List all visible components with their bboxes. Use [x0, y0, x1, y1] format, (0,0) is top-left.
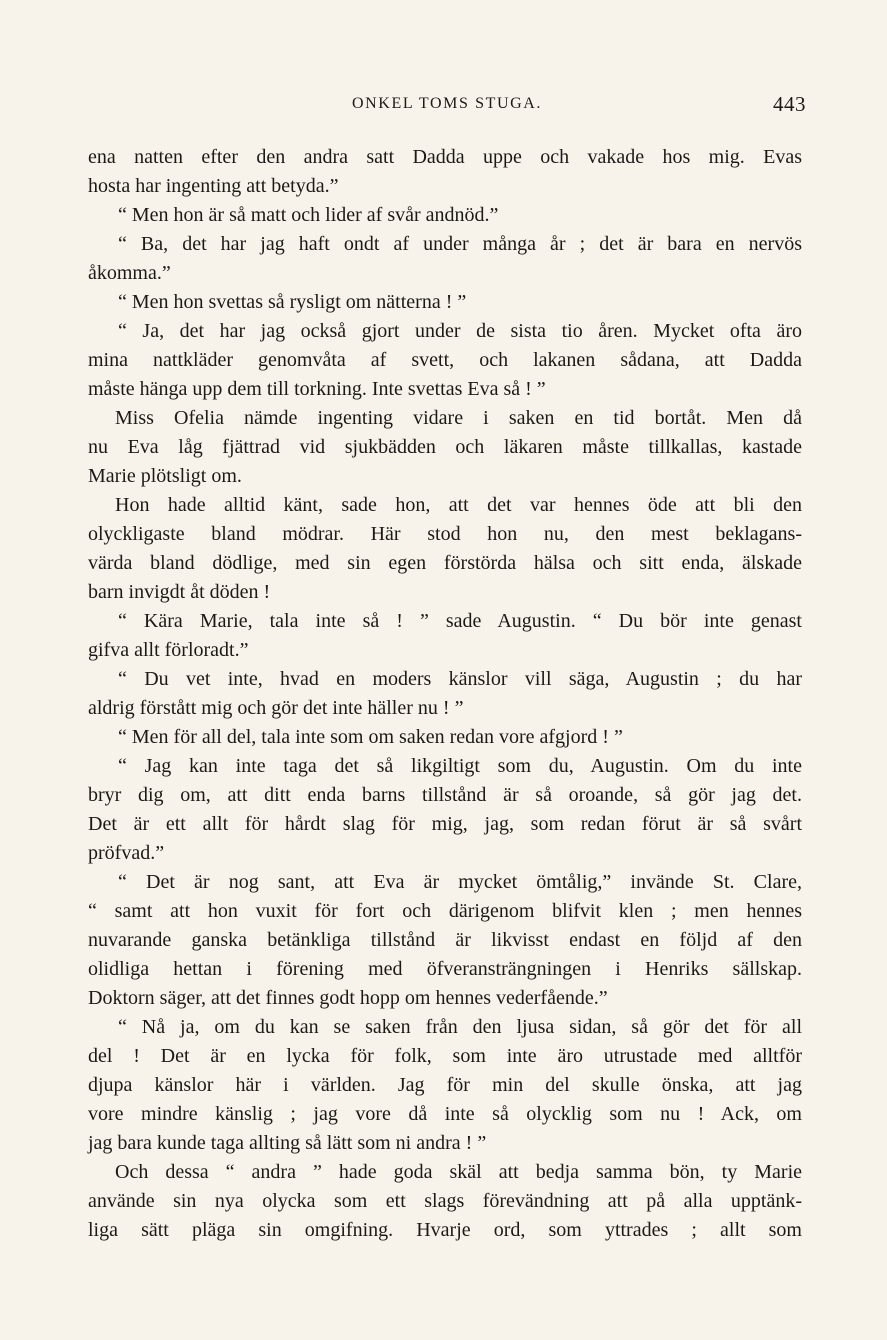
text-line: gifva allt förloradt.”	[88, 639, 249, 661]
text-line: “ Men för all del, tala inte som om saken redan vore afgjord ! ”	[118, 726, 623, 748]
text-line: nuvarande ganska betänkliga tillstånd är likvisst endast en följd af den	[88, 929, 802, 951]
text-line: “ Du vet inte, hvad en moders känslor vill säga, Augustin ; du har	[118, 668, 802, 690]
text-line: olidliga hettan i förening med öfveransträngningen i Henriks sällskap.	[88, 958, 802, 980]
text-line: åkomma.”	[88, 262, 171, 284]
text-line: “ Ja, det har jag också gjort under de sista tio åren. Mycket ofta äro	[118, 320, 802, 342]
text-line: Miss Ofelia nämde ingenting vidare i saken en tid bortåt. Men då	[115, 407, 802, 429]
text-line: djupa känslor här i världen. Jag för min del skulle önska, att jag	[88, 1074, 802, 1096]
text-line: “ samt att hon vuxit för fort och därigenom blifvit klen ; men hennes	[88, 900, 802, 922]
page-number: 443	[773, 92, 806, 116]
text-line: värda bland dödlige, med sin egen förstörda hälsa och sitt enda, älskade	[88, 552, 802, 574]
text-line: vore mindre känslig ; jag vore då inte så olycklig som nu ! Ack, om	[88, 1103, 802, 1125]
text-line: “ Men hon är så matt och lider af svår andnöd.”	[118, 204, 499, 226]
text-line: “ Det är nog sant, att Eva är mycket ömtålig,” invände St. Clare,	[118, 871, 802, 893]
text-line: “ Kära Marie, tala inte så ! ” sade Augustin. “ Du bör inte genast	[118, 610, 802, 632]
text-line: pröfvad.”	[88, 842, 165, 864]
text-line: Och dessa “ andra ” hade goda skäl att bedja samma bön, ty Marie	[115, 1161, 802, 1183]
text-line: aldrig förstått mig och gör det inte häller nu ! ”	[88, 697, 464, 719]
text-line: Marie plötsligt om.	[88, 465, 242, 487]
text-line: Hon hade alltid känt, sade hon, att det var hennes öde att bli den	[115, 494, 802, 516]
text-line: jag bara kunde taga allting så lätt som ni andra ! ”	[88, 1132, 487, 1154]
text-line: “ Jag kan inte taga det så likgiltigt som du, Augustin. Om du inte	[118, 755, 802, 777]
text-line: “ Ba, det har jag haft ondt af under många år ; det är bara en nervös	[118, 233, 802, 255]
text-line: Doktorn säger, att det finnes godt hopp om hennes vederfående.”	[88, 987, 608, 1009]
text-line: nu Eva låg fjättrad vid sjukbädden och läkaren måste tillkallas, kastade	[88, 436, 802, 458]
text-line: liga sätt pläga sin omgifning. Hvarje ord, som yttrades ; allt som	[88, 1219, 802, 1241]
text-line: barn invigdt åt döden !	[88, 581, 271, 603]
text-line: “ Nå ja, om du kan se saken från den ljusa sidan, så gör det för all	[118, 1016, 802, 1038]
text-line: Det är ett allt för hårdt slag för mig, jag, som redan förut är så svårt	[88, 813, 802, 835]
text-line: ena natten efter den andra satt Dadda uppe och vakade hos mig. Evas	[88, 146, 802, 168]
text-line: olyckligaste bland mödrar. Här stod hon nu, den mest beklagans-	[88, 523, 802, 545]
text-line: “ Men hon svettas så rysligt om nätterna ! ”	[118, 291, 467, 313]
running-title: ONKEL TOMS STUGA.	[351, 95, 543, 112]
page-header	[88, 92, 806, 122]
text-line: hosta har ingenting att betyda.”	[88, 175, 339, 197]
text-line: måste hänga upp dem till torkning. Inte svettas Eva så ! ”	[88, 378, 546, 400]
text-line: bryr dig om, att ditt enda barns tillstånd är så oroande, så gör jag det.	[88, 784, 802, 806]
text-line: del ! Det är en lycka för folk, som inte äro utrustade med alltför	[88, 1045, 802, 1067]
text-line: mina nattkläder genomvåta af svett, och lakanen sådana, att Dadda	[88, 349, 802, 371]
body-text	[88, 143, 802, 1245]
text-line: använde sin nya olycka som ett slags förevändning att på alla upptänk-	[88, 1190, 802, 1212]
